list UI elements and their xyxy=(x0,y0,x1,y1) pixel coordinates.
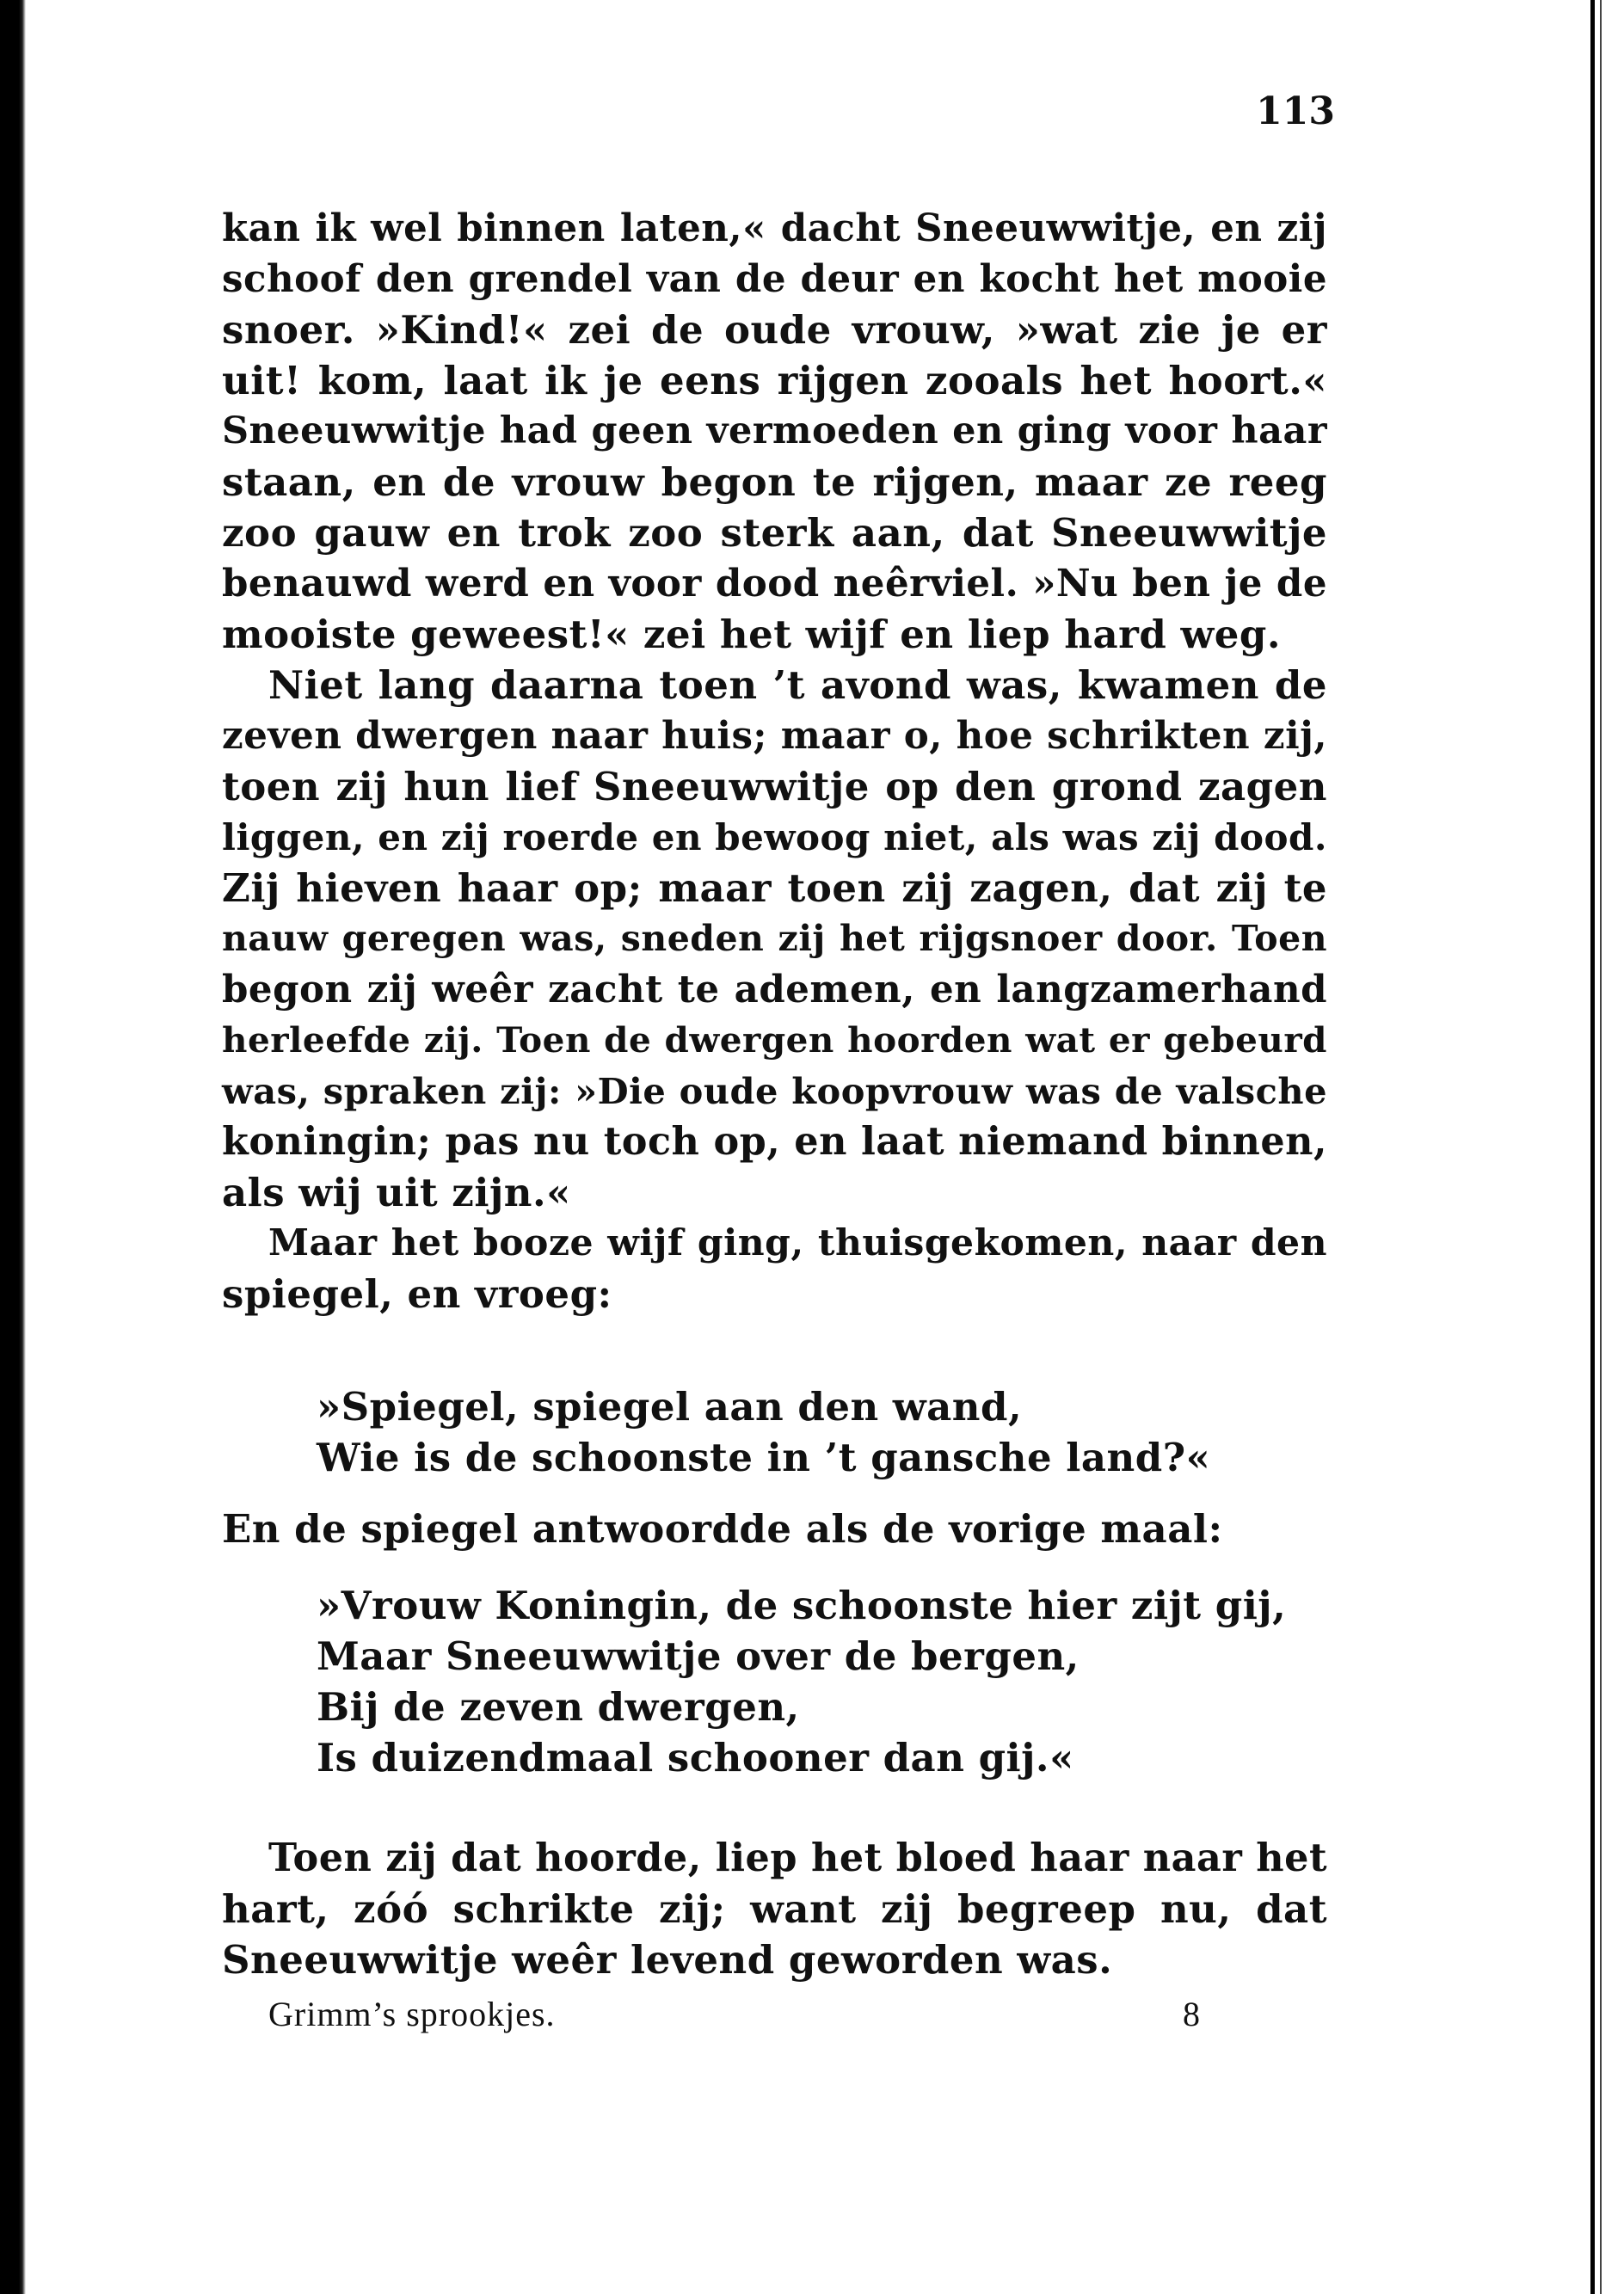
text-line: hart, zóó schrikte zij; want zij begreep nu, dat xyxy=(222,1886,1327,1932)
text-line: nauw geregen was, sneden zij het rijgsnoer door. Toen xyxy=(222,918,1327,959)
text-line: mooiste geweest!« zei het wijf en liep hard weg. xyxy=(222,612,1281,657)
text-line: zoo gauw en trok zoo sterk aan, dat Sneeuwwitje xyxy=(222,510,1327,556)
footer-signature-mark: 8 xyxy=(1183,1995,1200,2033)
text-line: was, spraken zij: »Die oude koopvrouw was de valsche xyxy=(222,1070,1327,1112)
paragraph-5 xyxy=(222,1833,1327,1985)
text-line: zeven dwergen naar huis; maar o, hoe schrikten zij, xyxy=(222,714,1327,758)
text-line: staan, en de vrouw begon te rijgen, maar ze reeg xyxy=(222,459,1327,505)
text-line: koningin; pas nu toch op, en laat niemand binnen, xyxy=(222,1119,1327,1164)
paragraph-4 xyxy=(222,1504,1327,1554)
text-line: herleefde zij. Toen de dwergen hoorden wat er gebeurd xyxy=(222,1019,1327,1061)
verse-line: »Vrouw Koningin, de schoonste hier zijt gij, xyxy=(317,1583,1287,1628)
verse-line: Maar Sneeuwwitje over de bergen, xyxy=(317,1633,1080,1679)
text-line: als wij uit zijn.« xyxy=(222,1170,571,1215)
text-line: liggen, en zij roerde en bewoog niet, als was zij dood. xyxy=(222,816,1327,858)
text-line: spiegel, en vroeg: xyxy=(222,1271,612,1317)
text-line: En de spiegel antwoordde als de vorige maal: xyxy=(222,1506,1223,1552)
verse-line: Bij de zeven dwergen, xyxy=(317,1684,800,1730)
verse-line: »Spiegel, spiegel aan den wand, xyxy=(317,1384,1023,1430)
text-line: benauwd werd en voor dood neêrviel. »Nu ben je de xyxy=(222,562,1327,606)
verse-2 xyxy=(317,1580,1286,1783)
paragraph-3 xyxy=(222,1218,1327,1319)
text-line: snoer. »Kind!« zei de oude vrouw, »wat zie je er xyxy=(222,307,1327,353)
verse-line: Is duizendmaal schooner dan gij.« xyxy=(317,1735,1074,1780)
page-number: 113 xyxy=(1256,89,1335,133)
text-line: Toen zij dat hoorde, liep het bloed haar naar het xyxy=(268,1836,1327,1880)
scan-edge-right xyxy=(1590,0,1595,2294)
text-line: uit! kom, laat ik je eens rijgen zooals het hoort.« xyxy=(222,358,1327,403)
paragraph-1 xyxy=(222,203,1327,660)
footer-book-title: Grimm’s sprookjes. xyxy=(268,1995,556,2033)
text-line: Zij hieven haar op; maar toen zij zagen, dat zij te xyxy=(222,865,1327,911)
text-line: Sneeuwwitje weêr levend geworden was. xyxy=(222,1937,1113,1983)
verse-1 xyxy=(317,1381,1210,1483)
text-line: Maar het booze wijf ging, thuisgekomen, naar den xyxy=(268,1221,1327,1264)
verse-line: Wie is de schoonste in ’t gansche land?« xyxy=(317,1435,1211,1480)
text-line: schoof den grendel van de deur en kocht het mooie xyxy=(222,257,1327,301)
text-line: toen zij hun lief Sneeuwwitje op den grond zagen xyxy=(222,764,1327,809)
scan-edge-left xyxy=(0,0,26,2294)
text-line: kan ik wel binnen laten,« dacht Sneeuwwitje, en zij xyxy=(222,206,1327,250)
scan-edge-right-inner xyxy=(1600,0,1602,2294)
paragraph-2 xyxy=(222,660,1327,1218)
text-line: Niet lang daarna toen ’t avond was, kwamen de xyxy=(268,662,1327,708)
text-line: Sneeuwwitje had geen vermoeden en ging voor haar xyxy=(222,409,1327,452)
text-line: begon zij weêr zacht te ademen, en langzamerhand xyxy=(222,968,1327,1012)
